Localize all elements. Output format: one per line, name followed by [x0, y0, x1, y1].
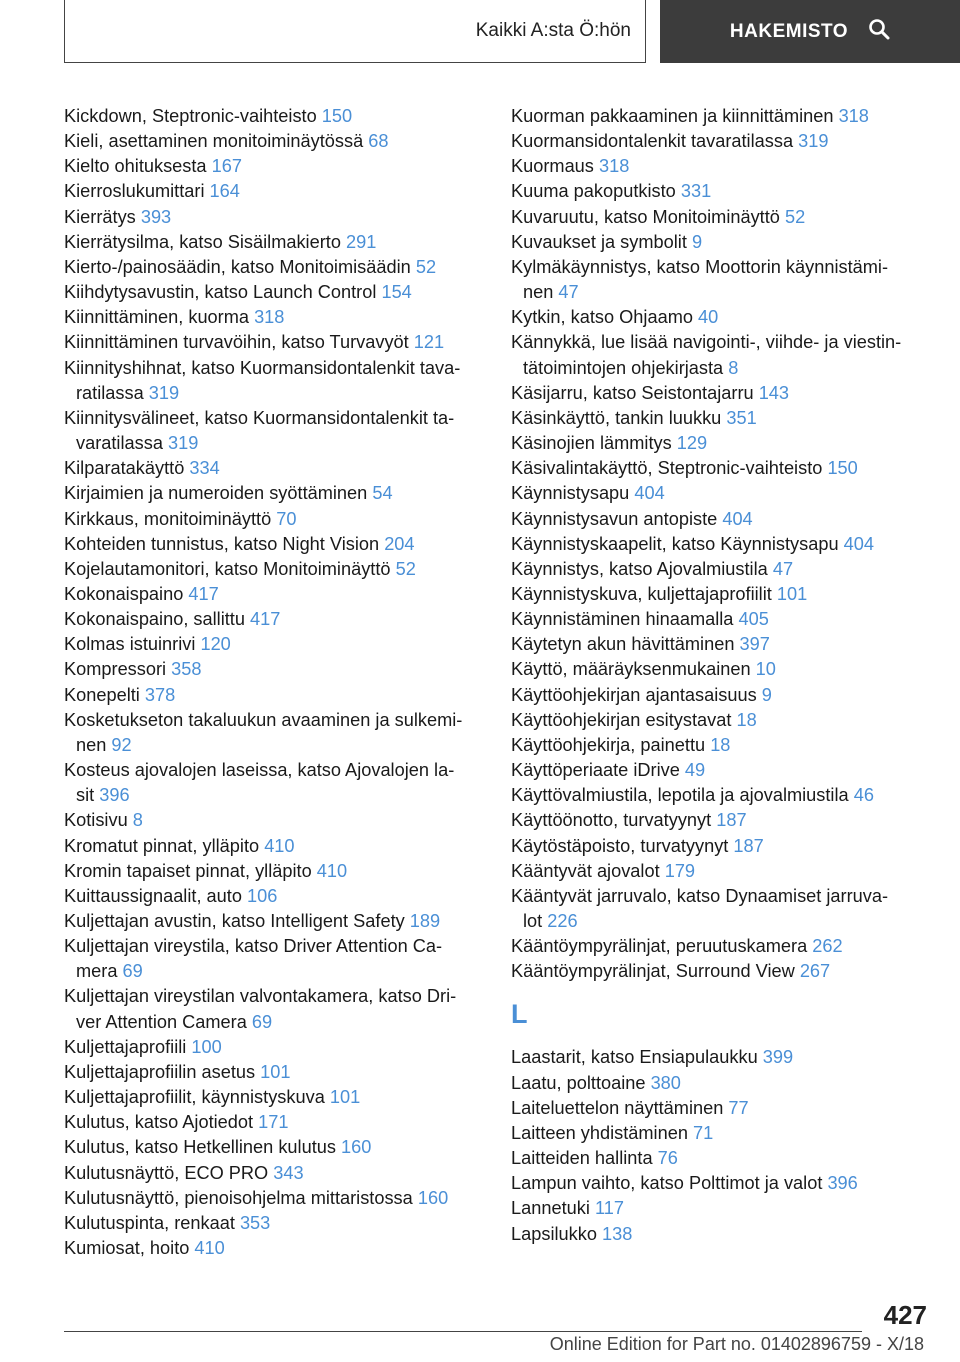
index-entry-text: Kuvaukset ja symbolit [511, 231, 687, 252]
page-reference-link[interactable]: 9 [691, 231, 703, 252]
footer-rule [64, 1331, 862, 1332]
index-entry [511, 230, 931, 255]
index-entry [511, 733, 931, 758]
index-entry [511, 179, 931, 204]
index-entry [64, 1110, 484, 1135]
page-reference-link[interactable]: 52 [784, 206, 806, 227]
index-entry [64, 154, 484, 179]
index-entry [64, 984, 484, 1034]
tab-a-to-z[interactable] [64, 0, 646, 63]
page-reference-link[interactable]: 167 [211, 156, 242, 177]
index-entry-text: ratilassa [76, 382, 144, 403]
page-reference-link[interactable]: 150 [321, 106, 353, 126]
index-entry [511, 205, 931, 230]
index-entry [64, 1035, 484, 1060]
page-number: 427 [883, 1300, 927, 1330]
page-reference-link[interactable]: 160 [341, 1137, 372, 1158]
page-reference-link[interactable]: 76 [657, 1148, 678, 1169]
index-entry-text: Kromin tapaiset pinnat, ylläpito [64, 860, 312, 881]
index-entry-text: Kiinnityshihnat, katso Kuormansidontalenkit tava- [64, 357, 461, 378]
index-entry [511, 934, 931, 959]
index-entry-text: Kuljettajaprofiilit, käynnistyskuva [64, 1087, 325, 1108]
index-entry-text: Käyttö, määräyksenmukainen [511, 659, 751, 680]
page-reference-link[interactable]: 410 [194, 1238, 225, 1259]
index-entry [511, 708, 931, 733]
index-entry-text: Kumiosat, hoito [64, 1238, 190, 1259]
page-reference-link[interactable]: 291 [346, 231, 377, 252]
index-entry [511, 884, 931, 934]
index-entry-text: Käynnistys, katso Ajovalmiustila [511, 558, 768, 579]
page-reference-link[interactable]: 52 [415, 256, 437, 277]
index-entry-text: Kokonaispaino, sallittu [64, 609, 245, 630]
index-entry-text: Kotisivu [64, 810, 128, 831]
index-entry [511, 959, 931, 984]
index-entry-text: Kulutusnäyttö, pienoisohjelma mittaristossa [64, 1187, 413, 1208]
index-entry-text: Kääntöympyrälinjat, Surround View [511, 961, 795, 982]
index-entry [64, 859, 484, 884]
index-entry-text: Käynnistysapu [511, 483, 630, 504]
index-entry-text: Käytetyn akun hävittäminen [511, 634, 735, 655]
page-reference-link[interactable]: 117 [594, 1198, 624, 1219]
index-entry-text: Kielto ohituksesta [64, 156, 207, 177]
page-reference-link[interactable]: 353 [239, 1212, 271, 1233]
index-entry-text: mera [76, 961, 118, 982]
index-entry-text: Konepelti [64, 684, 140, 705]
index-entry [64, 280, 484, 305]
page-reference-link[interactable]: 399 [762, 1047, 794, 1068]
index-entry-text: Kännykkä, lue lisää navigointi-, viihde- ja viestin- [511, 332, 902, 353]
index-entry [511, 1196, 931, 1221]
index-entry-text: Kääntyvät ajovalot [511, 860, 660, 881]
index-entry [64, 909, 484, 934]
page-reference-link[interactable]: 47 [772, 558, 794, 579]
page-header [64, 0, 960, 65]
page-reference-link[interactable]: 160 [417, 1187, 449, 1208]
index-entry-text: Kuorman pakkaaminen ja kiinnittäminen [511, 106, 834, 126]
index-entry-text: Kojelautamonitori, katso Monitoiminäyttö [64, 558, 391, 579]
index-entry-text: Kulutus, katso Hetkellinen kulutus [64, 1137, 336, 1158]
page-reference-link[interactable]: 8 [132, 810, 143, 831]
index-entry [511, 406, 931, 431]
page-reference-link[interactable]: 71 [693, 1122, 714, 1143]
index-entry-text: Käyttöperiaate iDrive [511, 760, 680, 781]
page-reference-link[interactable]: 262 [812, 936, 843, 957]
page-reference-link[interactable]: 138 [602, 1223, 633, 1244]
index-entry-text: lot [523, 911, 543, 931]
index-entry [64, 104, 484, 129]
index-entry [511, 632, 931, 657]
index-entry-text: Kytkin, katso Ohjaamo [511, 307, 693, 328]
index-entry [64, 1211, 484, 1236]
page-reference-link[interactable]: 343 [273, 1162, 304, 1183]
page-reference-link[interactable]: 318 [254, 307, 285, 328]
index-entry [511, 507, 931, 532]
page-reference-link[interactable]: 49 [684, 760, 706, 781]
index-entry-text: varatilassa [76, 433, 163, 454]
index-entry [64, 808, 484, 833]
index-entry [64, 657, 484, 682]
index-entry [64, 1135, 484, 1160]
page-reference-link[interactable]: 52 [395, 558, 416, 579]
index-entry [64, 1236, 484, 1261]
index-entry-text: Kääntöympyrälinjat, peruutuskamera [511, 936, 808, 957]
page-reference-link[interactable]: 9 [761, 684, 772, 705]
index-entry [64, 356, 484, 406]
index-entry [511, 154, 931, 179]
index-entry-text: Kuuma pakoputkisto [511, 181, 676, 202]
index-entry [511, 1045, 931, 1070]
page-reference-link[interactable]: 331 [680, 181, 712, 202]
page-reference-link[interactable]: 101 [329, 1087, 361, 1108]
page-reference-link[interactable]: 334 [189, 458, 220, 479]
index-list-k [511, 104, 931, 984]
index-entry [511, 431, 931, 456]
index-entry-text: Käyttöohjekirja, painettu [511, 734, 706, 755]
index-entry [511, 783, 931, 808]
index-entry-text: Käynnistysavun antopiste [511, 508, 718, 529]
index-entry-text: Kieli, asettaminen monitoiminäytössä [64, 131, 364, 152]
page-reference-link[interactable]: 410 [264, 835, 295, 856]
index-entry [511, 1146, 931, 1171]
index-entry [511, 305, 931, 330]
index-entry-text: Kompressori [64, 659, 167, 680]
index-entry-text: Kosteus ajovalojen laseissa, katso Ajovalojen la- [64, 760, 455, 781]
index-entry [511, 557, 931, 582]
page-reference-link[interactable]: 319 [168, 433, 199, 454]
index-entry [64, 507, 484, 532]
index-entry [511, 582, 931, 607]
index-entry [511, 1222, 931, 1247]
index-entry [64, 557, 484, 582]
index-entry-text: Kirkkaus, monitoiminäyttö [64, 508, 272, 529]
page-reference-link[interactable]: 92 [111, 734, 132, 755]
page-reference-link[interactable]: 68 [368, 131, 389, 152]
page-reference-link[interactable]: 397 [739, 634, 770, 655]
index-entry-text: Kuljettajaprofiilin asetus [64, 1061, 256, 1082]
index-entry [64, 532, 484, 557]
page-reference-link[interactable]: 129 [676, 433, 708, 454]
page-reference-link[interactable]: 393 [140, 206, 172, 227]
page-reference-link[interactable]: 40 [698, 307, 719, 328]
index-entry [64, 632, 484, 657]
index-entry [64, 1186, 484, 1211]
index-entry [64, 330, 484, 355]
page-reference-link[interactable]: 69 [251, 1011, 273, 1032]
page-reference-link[interactable]: 358 [171, 659, 202, 680]
index-entry-text: Kylmäkäynnistys, katso Moottorin käynnistämi- [511, 256, 889, 277]
page-reference-link[interactable]: 189 [409, 911, 441, 931]
index-entry-text: Lampun vaihto, katso Polttimot ja valot [511, 1173, 823, 1194]
tab-index[interactable] [660, 0, 960, 63]
page-reference-link[interactable]: 396 [99, 785, 130, 806]
index-entry [64, 179, 484, 204]
index-entry [511, 456, 931, 481]
index-entry-text: Kiinnittäminen, kuorma [64, 307, 249, 328]
index-entry-text: Kirjaimien ja numeroiden syöttäminen [64, 483, 368, 504]
index-entry [64, 683, 484, 708]
page-reference-link[interactable]: 417 [188, 583, 219, 604]
page-reference-link[interactable]: 70 [276, 508, 297, 529]
search-icon [868, 18, 890, 46]
index-entry [64, 255, 484, 280]
page-reference-link[interactable]: 101 [260, 1061, 291, 1082]
index-entry-text: Kiinnittäminen turvavöihin, katso Turvavyöt [64, 332, 409, 353]
page-reference-link[interactable]: 8 [728, 357, 739, 378]
index-entry [511, 1071, 931, 1096]
index-entry [511, 1096, 931, 1121]
page-reference-link[interactable]: 410 [316, 860, 348, 881]
page-reference-link[interactable]: 69 [122, 961, 143, 982]
page-reference-link[interactable]: 319 [798, 131, 829, 152]
page-reference-link[interactable]: 18 [736, 709, 757, 730]
index-entry [511, 481, 931, 506]
page-reference-link[interactable]: 101 [776, 583, 808, 604]
index-entry [511, 683, 931, 708]
index-entry-text: Käyttöönotto, turvatyynyt [511, 810, 712, 831]
index-entry-text: Kierto-/painosäädin, katso Monitoimisäädin [64, 256, 411, 277]
page-reference-link[interactable]: 100 [191, 1036, 222, 1057]
index-entry [64, 834, 484, 859]
page-reference-link[interactable]: 226 [547, 911, 578, 931]
index-entry-text: ver Attention Camera [76, 1011, 247, 1032]
index-entry [64, 884, 484, 909]
index-entry-text: Kuljettajaprofiili [64, 1036, 187, 1057]
index-entry-text: Käsinojien lämmitys [511, 433, 672, 454]
page-reference-link[interactable]: 121 [413, 332, 445, 353]
page-reference-link[interactable]: 318 [838, 106, 869, 126]
index-entry-text: Käynnistyskaapelit, katso Käynnistysapu [511, 533, 839, 554]
index-entry-text: Kilparatakäyttö [64, 458, 185, 479]
page-reference-link[interactable]: 150 [827, 458, 858, 479]
index-entry-text: Kuormaus [511, 156, 594, 177]
page-reference-link[interactable]: 405 [738, 609, 769, 630]
index-entry [64, 1085, 484, 1110]
index-entry-text: Kickdown, Steptronic-vaihteisto [64, 106, 317, 126]
page-reference-link[interactable]: 179 [664, 860, 696, 881]
tab-index-label: HAKEMISTO [729, 20, 849, 42]
page-reference-link[interactable]: 154 [381, 282, 412, 303]
page-reference-link[interactable]: 143 [758, 382, 790, 403]
page-reference-link[interactable]: 404 [843, 533, 874, 554]
index-entry-text: Käyttöohjekirjan ajantasaisuus [511, 684, 757, 705]
index-entry [64, 1161, 484, 1186]
index-entry-text: Kulutus, katso Ajotiedot [64, 1112, 254, 1133]
index-entry [64, 708, 484, 758]
page-reference-link[interactable]: 396 [827, 1173, 858, 1194]
index-entry-text: Käyttövalmiustila, lepotila ja ajovalmiustila [511, 785, 849, 806]
index-entry [64, 481, 484, 506]
index-entry [511, 808, 931, 833]
index-entry [64, 1060, 484, 1085]
index-column-left [64, 104, 484, 1261]
index-entry-text: Käsijarru, katso Seistontajarru [511, 382, 754, 403]
index-entry-text: Kuittaussignaalit, auto [64, 885, 242, 906]
index-entry-text: Kolmas istuinrivi [64, 634, 196, 655]
index-entry [511, 834, 931, 859]
index-entry-text: Kuljettajan vireystilan valvontakamera, katso Dri- [64, 986, 457, 1007]
tab-a-to-z-label: Kaikki A:sta Ö:hön [475, 20, 631, 41]
index-entry-text: Kulutuspinta, renkaat [64, 1212, 235, 1233]
footer-edition: Online Edition for Part no. 01402896759 - X/18 [549, 1334, 924, 1354]
index-entry [511, 1171, 931, 1196]
index-entry [64, 129, 484, 154]
index-entry-text: Kuormansidontalenkit tavaratilassa [511, 131, 794, 152]
index-entry-text: Käyttöohjekirjan esitystavat [511, 709, 732, 730]
index-entry-text: Laastarit, katso Ensiapulaukku [511, 1047, 758, 1068]
index-entry-text: nen [523, 282, 554, 303]
page-reference-link[interactable]: 54 [372, 483, 393, 504]
page-reference-link[interactable]: 319 [148, 382, 180, 403]
index-entry [511, 1121, 931, 1146]
index-entry-text: Kokonaispaino [64, 583, 184, 604]
index-column-right [511, 104, 931, 1247]
index-entry [64, 456, 484, 481]
page-reference-link[interactable]: 46 [853, 785, 874, 806]
page-reference-link[interactable]: 18 [710, 734, 731, 755]
page-reference-link[interactable]: 267 [799, 961, 831, 982]
page-reference-link[interactable]: 120 [200, 634, 231, 655]
index-entry-text: nen [76, 734, 107, 755]
index-entry-text: Kuljettajan avustin, katso Intelligent Safety [64, 911, 405, 931]
index-entry-text: Kulutusnäyttö, ECO PRO [64, 1162, 269, 1183]
index-entry [64, 758, 484, 808]
index-entry-text: Laitteen yhdistäminen [511, 1122, 688, 1143]
index-entry-text: Kierroslukumittari [64, 181, 205, 202]
page-reference-link[interactable]: 10 [755, 659, 776, 680]
index-entry-text: Käytöstäpoisto, turvatyynyt [511, 835, 729, 856]
index-entry [511, 532, 931, 557]
index-entry-text: Laitteiden hallinta [511, 1148, 653, 1169]
page-reference-link[interactable]: 380 [650, 1072, 681, 1093]
index-entry [511, 381, 931, 406]
page-reference-link[interactable]: 77 [728, 1097, 749, 1118]
index-entry-text: Kuljettajan vireystila, katso Driver Attention Ca- [64, 936, 443, 957]
index-entry [64, 934, 484, 984]
page-reference-link[interactable]: 187 [733, 835, 764, 856]
index-entry [64, 230, 484, 255]
index-entry-text: Kiinnitysvälineet, katso Kuormansidontalenkit ta- [64, 407, 455, 428]
page-reference-link[interactable]: 171 [258, 1112, 289, 1133]
page-reference-link[interactable]: 106 [247, 885, 278, 906]
index-entry [64, 582, 484, 607]
index-entry-text: Lapsilukko [511, 1223, 597, 1244]
page-reference-link[interactable]: 204 [384, 533, 415, 554]
index-entry-text: Käynnistyskuva, kuljettajaprofiilit [511, 583, 772, 604]
page-reference-link[interactable]: 351 [726, 407, 757, 428]
page-reference-link[interactable]: 164 [209, 181, 240, 202]
index-entry-text: Kosketukseton takaluukun avaaminen ja sulkemi- [64, 709, 463, 730]
index-entry [511, 607, 931, 632]
page-reference-link[interactable]: 417 [250, 609, 281, 630]
index-list-l [511, 1045, 931, 1246]
index-entry-text: Kääntyvät jarruvalo, katso Dynaamiset jarruva- [511, 885, 889, 906]
index-entry-text: sit [76, 785, 95, 806]
index-entry [511, 129, 931, 154]
index-entry-text: Kiihdytysavustin, katso Launch Control [64, 282, 377, 303]
index-entry [64, 406, 484, 456]
index-entry-text: Laiteluettelon näyttäminen [511, 1097, 724, 1118]
index-entry [64, 607, 484, 632]
page-reference-link[interactable]: 47 [558, 282, 579, 303]
page-reference-link[interactable]: 404 [634, 483, 665, 504]
index-entry-text: Laatu, polttoaine [511, 1072, 646, 1093]
index-entry-text: Lannetuki [511, 1198, 590, 1219]
index-entry [511, 104, 931, 129]
page-reference-link[interactable]: 404 [722, 508, 753, 529]
index-entry [64, 205, 484, 230]
index-entry [511, 657, 931, 682]
index-entry [64, 305, 484, 330]
section-letter: L [511, 999, 528, 1030]
page-reference-link[interactable]: 318 [598, 156, 630, 177]
page-reference-link[interactable]: 378 [144, 684, 176, 705]
index-entry-text: Kierrätys [64, 206, 136, 227]
index-entry [511, 758, 931, 783]
index-entry-text: Kuvaruutu, katso Monitoiminäyttö [511, 206, 780, 227]
index-entry-text: Kierrätysilma, katso Sisäilmakierto [64, 231, 341, 252]
page-reference-link[interactable]: 187 [716, 810, 747, 831]
index-entry [511, 255, 931, 305]
index-entry-text: tätoimintojen ohjekirjasta [523, 357, 724, 378]
index-entry-text: Käsivalintakäyttö, Steptronic-vaihteisto [511, 458, 823, 479]
index-entry-text: Kromatut pinnat, ylläpito [64, 835, 260, 856]
index-entry [511, 330, 931, 380]
index-entry [511, 859, 931, 884]
index-entry-text: Kohteiden tunnistus, katso Night Vision [64, 533, 380, 554]
index-entry-text: Käynnistäminen hinaamalla [511, 609, 734, 630]
index-entry-text: Käsinkäyttö, tankin luukku [511, 407, 722, 428]
